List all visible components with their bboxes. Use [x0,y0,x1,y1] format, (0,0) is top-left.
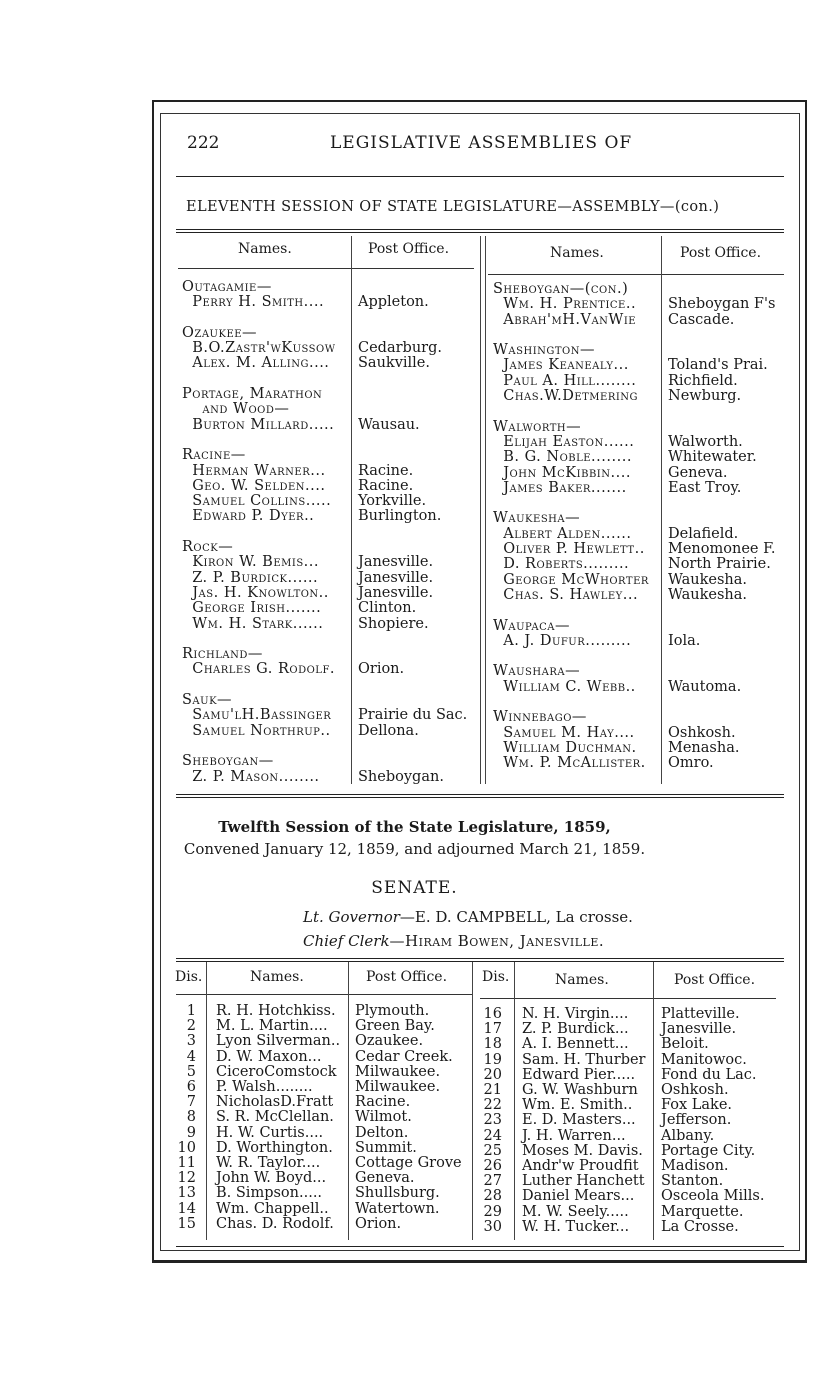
senate-member-name: N. H. Virgin.... [522,1006,629,1022]
assembly-name-line: Samuel M. Hay.... [493,724,635,741]
senate-member-name: Sam. H. Thurber [522,1051,646,1068]
senate-district-number: 9 [186,1124,196,1141]
assembly-name-line [493,496,649,511]
assembly-name-line: Geo. W. Selden.... [182,477,326,494]
assembly-office-line [668,404,776,419]
assembly-office-line: Walworth. [668,433,743,450]
assembly-office-line: Dellona. [358,722,419,739]
assembly-office-line [358,280,467,295]
assembly-name-line: Chas. S. Hawley... [493,586,639,603]
senate-right-header-rule [480,998,776,999]
senate-district-number: 30 [483,1218,502,1235]
assembly-center-divider [480,236,481,784]
assembly-name-line [493,649,649,664]
assembly-office-line: Oshkosh. [668,724,736,741]
assembly-office-line [668,619,776,634]
senate-post-office: Platteville. [661,1006,740,1022]
senate-district-number: 13 [177,1185,196,1202]
header-rule [176,176,784,177]
assembly-table-top-rule [176,229,784,233]
senate-member-name: P. Walsh........ [216,1079,313,1095]
assembly-name-line: William C. Webb.. [493,678,636,695]
assembly-name-line: Rock— [182,539,234,556]
senate-district-number: 20 [483,1066,502,1083]
assembly-office-line [668,710,776,725]
senate-member-name: Lyon Silverman.. [216,1033,341,1050]
assembly-office-line [358,754,467,769]
senate-left-dis-header: Dis. [175,969,203,985]
senate-left-header-rule [176,994,472,995]
assembly-name-line: Chas.W.Detmering [493,388,639,405]
assembly-office-line: Appleton. [358,294,429,311]
assembly-name-line: Perry H. Smith.... [182,294,325,311]
senate-district-number: 2 [186,1018,196,1035]
assembly-name-line: Burton Millard..... [182,416,335,433]
assembly-office-line: Waukesha. [668,571,748,588]
assembly-office-line [358,311,467,326]
assembly-office-line: Delafield. [668,525,739,542]
senate-member-name: D. Worthington. [216,1139,333,1156]
assembly-right-names-column [493,282,649,772]
senate-left-names-header: Names. [250,969,304,985]
senate-right-dis-header: Dis. [482,969,510,985]
assembly-name-line: Z. P. Mason........ [182,768,320,785]
assembly-office-line: North Prairie. [668,556,771,573]
assembly-office-line: Burlington. [358,508,442,525]
assembly-office-line [668,343,776,358]
senate-member-name: B. Simpson..... [216,1185,323,1202]
senate-post-office: Milwaukee. [355,1079,441,1095]
assembly-name-line: Samu'lH.Bassinger [182,707,332,724]
assembly-center-divider-2 [485,236,486,784]
assembly-name-line [493,328,649,343]
assembly-office-line: Cascade. [668,311,735,328]
assembly-right-offices-column [668,282,776,772]
senate-member-name: J. H. Warren... [522,1127,626,1144]
assembly-name-line: Samuel Collins..... [182,493,332,510]
senate-post-office: Albany. [661,1127,715,1144]
senate-member-name: CiceroComstock [216,1063,337,1080]
assembly-office-line [358,387,467,402]
assembly-name-line [493,404,649,419]
senate-district-number: 7 [186,1094,196,1111]
senate-district-number: 3 [186,1033,196,1050]
convened-line: Convened January 12, 1859, and adjourned March 21, 1859. [183,840,646,858]
senate-district-number: 12 [177,1170,196,1187]
assembly-office-line [668,282,776,297]
assembly-office-line [668,420,776,435]
assembly-name-line: Charles G. Rodolf. [182,661,335,678]
senate-post-office: Manitowoc. [661,1051,747,1068]
assembly-name-line: Wm. P. McAllister. [493,755,646,772]
senate-member-name: Wm. E. Smith.. [522,1097,633,1114]
assembly-office-line: East Troy. [668,479,742,496]
assembly-name-line: William Duchman. [493,739,637,756]
assembly-office-line [668,664,776,679]
assembly-left-office-header: Post Office. [368,241,450,257]
assembly-name-line: B.O.Zastr'wKussow [182,340,336,357]
assembly-office-line [668,695,776,710]
senate-district-number: 22 [483,1097,502,1114]
senate-member-name: Daniel Mears... [522,1188,635,1205]
assembly-name-line: Washington— [493,342,596,359]
lt-governor-label: Lt. Governor [303,908,400,926]
senate-table-top-rule [176,958,784,962]
assembly-office-line [668,649,776,664]
assembly-name-line [182,433,336,448]
senate-district-number: 17 [483,1021,502,1038]
assembly-office-line: Toland's Prai. [668,357,768,374]
senate-district-number: 15 [177,1215,196,1232]
senate-member-name: Wm. Chappell.. [216,1200,329,1217]
senate-district-number: 14 [177,1200,196,1217]
senate-post-office: La Crosse. [661,1218,739,1235]
senate-post-office: Fond du Lac. [661,1066,757,1083]
assembly-name-line: Walworth— [493,418,582,435]
senate-post-office: Orion. [355,1215,402,1232]
senate-member-name: W. R. Taylor.... [216,1155,321,1171]
assembly-name-line: Elijah Easton...... [493,433,635,450]
assembly-office-line: Clinton. [358,600,417,617]
assembly-office-line: Sheboygan F's [668,296,776,313]
assembly-office-line [358,525,467,540]
assembly-name-line: Winnebago— [493,709,587,726]
assembly-name-line: Richland— [182,646,263,663]
senate-member-name: H. W. Curtis.... [216,1124,324,1141]
senate-post-office: Janesville. [661,1021,737,1038]
assembly-office-line [668,328,776,343]
senate-post-office: Ozaukee. [355,1033,424,1050]
assembly-office-line: Cedarburg. [358,340,442,357]
senate-member-name: Chas. D. Rodolf. [216,1215,334,1232]
assembly-office-line: Janesville. [358,554,434,571]
senate-district-number: 23 [483,1112,502,1129]
assembly-office-line: Saukville. [358,355,430,372]
senate-member-name: M. L. Martin.... [216,1018,328,1035]
senate-district-number: 19 [483,1051,502,1068]
assembly-office-line: Prairie du Sac. [358,707,468,724]
assembly-name-line: Albert Alden...... [493,525,632,542]
senate-right-office-divider [653,962,654,1240]
senate-post-office: Marquette. [661,1203,744,1220]
assembly-office-line: Sheboygan. [358,768,444,785]
running-head: LEGISLATIVE ASSEMBLIES OF [330,133,633,153]
senate-member-name: M. W. Seely..... [522,1203,629,1220]
senate-member-name: Z. P. Burdick... [522,1021,629,1038]
senate-post-office: Osceola Mills. [661,1188,765,1205]
assembly-office-line: Wausau. [358,416,420,433]
senate-left-dis-divider [206,962,207,1240]
assembly-name-line: Jas. H. Knowlton.. [182,584,329,601]
assembly-office-line [358,433,467,448]
assembly-office-line [668,511,776,526]
assembly-left-names-header: Names. [238,241,292,257]
assembly-name-line: B. G. Noble........ [493,449,632,466]
senate-right-names-header: Names. [555,972,609,988]
assembly-name-line: Oliver P. Hewlett.. [493,541,645,558]
senate-district-number: 16 [483,1006,502,1022]
senate-post-office: Cottage Grove [355,1155,462,1171]
senate-district-number: 27 [483,1173,502,1190]
assembly-right-office-header: Post Office. [680,245,762,261]
assembly-name-line [182,525,336,540]
senate-district-number: 11 [177,1155,196,1171]
assembly-office-line: Orion. [358,661,405,678]
assembly-office-line: Menasha. [668,739,740,756]
assembly-name-line: Racine— [182,447,246,464]
assembly-name-line: Alex. M. Alling.... [182,355,330,372]
senate-post-office: Plymouth. [355,1003,430,1019]
senate-district-number: 18 [483,1036,502,1053]
assembly-office-line: Waukesha. [668,586,748,603]
assembly-name-line: James Baker....... [493,479,627,496]
assembly-right-names-header: Names. [550,245,604,261]
assembly-name-line: and Wood— [182,401,290,418]
senate-post-office: Beloit. [661,1036,709,1053]
senate-post-office: Fox Lake. [661,1097,733,1114]
chief-clerk-value: —Hiram Bowen, Janesville. [389,932,605,950]
senate-district-number: 29 [483,1203,502,1220]
assembly-name-line: Ozaukee— [182,324,258,341]
assembly-office-line: Menomonee F. [668,541,776,558]
senate-member-name: John W. Boyd... [216,1170,327,1187]
senate-member-name: E. D. Masters... [522,1112,636,1129]
senate-member-name: NicholasD.Fratt [216,1094,334,1111]
assembly-office-line: Janesville. [358,569,434,586]
assembly-name-line: A. J. Dufur......... [493,632,632,649]
assembly-name-line: Sheboygan— [182,753,274,770]
senate-district-number: 28 [483,1188,502,1205]
senate-member-name: R. H. Hotchkiss. [216,1003,336,1019]
assembly-name-line: James Keanealy... [493,357,629,374]
assembly-office-line: Racine. [358,477,414,494]
senate-district-number: 24 [483,1127,502,1144]
senate-district-number: 8 [186,1109,196,1126]
lt-governor-line [303,908,633,926]
senate-left-office-divider [348,962,349,1240]
assembly-name-line [182,311,336,326]
senate-right-dis-divider [514,962,515,1240]
assembly-name-line: Paul A. Hill........ [493,372,637,389]
senate-post-office: Green Bay. [355,1018,435,1035]
senate-member-name: G. W. Washburn [522,1082,638,1098]
senate-district-number: 5 [186,1063,196,1080]
assembly-right-header-rule [488,274,784,275]
assembly-name-line: D. Roberts......... [493,556,630,573]
assembly-office-line: Shopiere. [358,615,429,632]
senate-post-office: Stanton. [661,1173,724,1190]
assembly-name-line: Sheboygan—(con.) [493,281,629,297]
assembly-office-line: Racine. [358,462,414,479]
assembly-office-line [358,739,467,754]
senate-member-name: S. R. McClellan. [216,1109,334,1126]
assembly-left-offices-column [358,280,467,785]
assembly-name-line: Z. P. Burdick...... [182,569,319,586]
assembly-name-line [182,739,336,754]
assembly-table-bottom-rule [176,794,784,798]
senate-member-name: Edward Pier..... [522,1066,636,1083]
assembly-office-line [358,693,467,708]
assembly-office-line: Richfield. [668,372,738,389]
assembly-right-divider [661,236,662,784]
senate-post-office: Oshkosh. [661,1082,729,1098]
senate-district-number: 1 [186,1003,196,1019]
assembly-name-line: Sauk— [182,692,233,709]
assembly-office-line: Newburg. [668,388,742,405]
senate-member-name: A. I. Bennett... [522,1036,629,1053]
assembly-office-line [358,632,467,647]
senate-post-office: Jefferson. [661,1112,732,1129]
assembly-name-line: Wm. H. Prentice.. [493,296,637,313]
assembly-office-line: Geneva. [668,464,728,481]
senate-district-number: 4 [186,1048,196,1065]
lt-governor-value: —E. D. CAMPBELL, La crosse. [399,908,633,926]
senate-right-office-header: Post Office. [674,972,756,988]
assembly-name-line [493,695,649,710]
assembly-office-line: Janesville. [358,584,434,601]
senate-post-office: Racine. [355,1094,411,1111]
senate-member-name: D. W. Maxon... [216,1048,322,1065]
assembly-name-line: Abrah'mH.VanWie [493,311,637,328]
assembly-office-line [358,647,467,662]
assembly-office-line [358,372,467,387]
senate-post-office: Madison. [661,1158,729,1174]
senate-district-number: 26 [483,1158,502,1174]
assembly-office-line: Iola. [668,632,701,649]
assembly-name-line: Samuel Northrup.. [182,722,331,739]
assembly-name-line [182,678,336,693]
assembly-office-line: Omro. [668,755,714,772]
senate-center-divider [472,962,473,1240]
assembly-name-line: Kiron W. Bemis... [182,554,319,571]
chief-clerk-line [303,932,604,950]
assembly-name-line: Herman Warner... [182,462,326,479]
assembly-office-line [668,603,776,618]
assembly-name-line: Edward P. Dyer.. [182,508,315,525]
senate-district-number: 6 [186,1079,196,1095]
assembly-office-line [358,678,467,693]
assembly-name-line: John McKibbin.... [493,464,631,481]
assembly-office-line: Wautoma. [668,678,742,695]
senate-post-office: Milwaukee. [355,1063,441,1080]
senate-post-office: Watertown. [355,1200,440,1217]
assembly-name-line: Waushara— [493,663,581,680]
assembly-name-line: Outagamie— [182,279,272,295]
assembly-office-line [358,326,467,341]
senate-district-number: 21 [483,1082,502,1098]
senate-post-office: Cedar Creek. [355,1048,453,1065]
senate-post-office: Portage City. [661,1142,756,1159]
assembly-office-line [358,448,467,463]
assembly-office-line: Yorkville. [358,493,427,510]
senate-district-number: 25 [483,1142,502,1159]
senate-table-bottom-rule [176,1246,784,1247]
senate-post-office: Geneva. [355,1170,415,1187]
senate-heading: SENATE. [371,878,458,898]
assembly-name-line [493,603,649,618]
page-number: 222 [187,133,220,153]
senate-left-office-header: Post Office. [366,969,448,985]
assembly-name-line: Waupaca— [493,617,570,634]
assembly-name-line: Waukesha— [493,510,581,527]
assembly-name-line [182,372,336,387]
assembly-name-line [182,632,336,647]
assembly-left-header-rule [178,268,474,269]
assembly-office-line: Whitewater. [668,449,757,466]
assembly-office-line [358,540,467,555]
senate-post-office: Summit. [355,1139,417,1156]
senate-member-name: Luther Hanchett [522,1173,645,1190]
senate-post-office: Shullsburg. [355,1185,440,1202]
assembly-name-line: Portage, Marathon [182,386,323,403]
senate-post-office: Delton. [355,1124,409,1141]
assembly-name-line: George Irish....... [182,600,322,617]
assembly-left-names-column [182,280,336,785]
assembly-session-title: ELEVENTH SESSION OF STATE LEGISLATURE—ASSEMBLY—(con.) [186,199,720,215]
senate-member-name: Andr'w Proudfit [522,1158,639,1174]
senate-district-number: 10 [177,1139,196,1156]
assembly-name-line: George McWhorter [493,571,649,588]
assembly-office-line [668,496,776,511]
senate-member-name: Moses M. Davis. [522,1142,643,1159]
twelfth-session-title: Twelfth Session of the State Legislature, 1859, [218,818,611,836]
assembly-left-divider [351,236,352,784]
senate-post-office: Wilmot. [355,1109,412,1126]
senate-member-name: W. H. Tucker... [522,1218,630,1235]
assembly-name-line: Wm. H. Stark...... [182,615,324,632]
assembly-office-line [358,402,467,417]
chief-clerk-label: Chief Clerk [303,932,390,950]
